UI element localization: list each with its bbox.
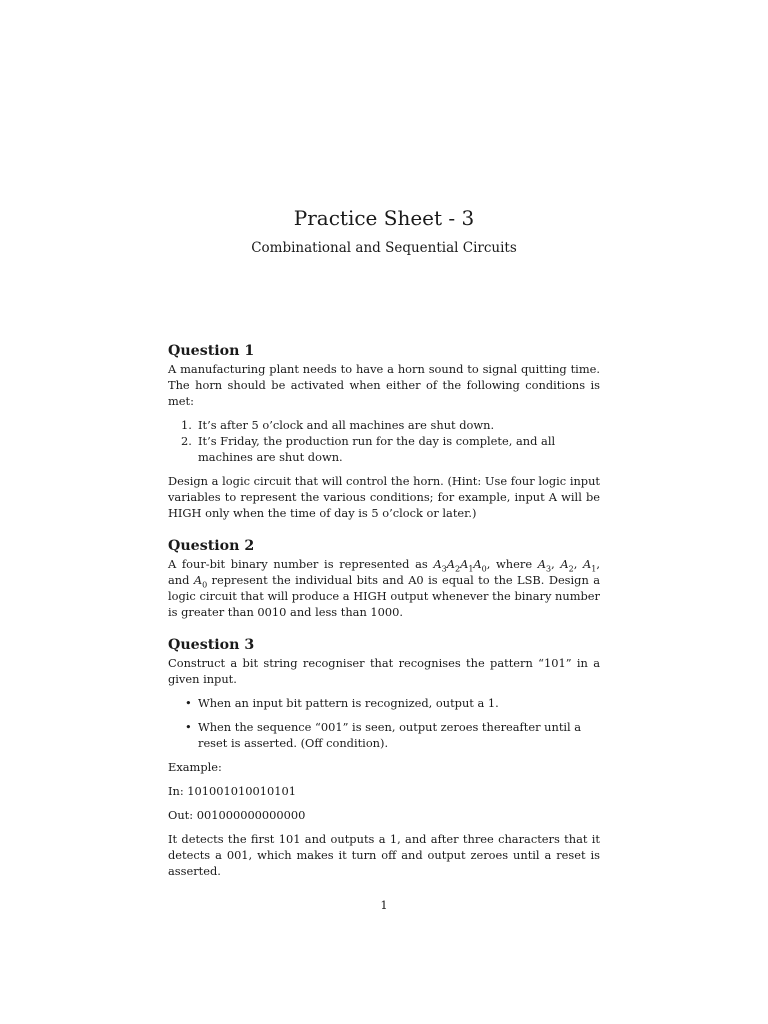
question-2-body: A four-bit binary number is represented as $A_3A_2A_1A_0$, where $A_3$, $A_2$, $A_1$, and $A_0$ represent the individual bits and A0 is equal to the LSB. Design a logic circuit that will produce a HIGH output whenever the binary number is greater than 0010 and less than 1000.: [168, 557, 600, 619]
question-3: [168, 635, 600, 879]
question-3-closing: It detects the first 101 and outputs a 1, and after three characters that it detects a 001, which makes it turn off and output zeroes until a reset is asserted.: [168, 832, 600, 878]
question-1: [168, 341, 600, 521]
question-2: [168, 536, 600, 620]
question-3-heading: Question 3: [168, 637, 255, 653]
list-item: [168, 433, 600, 465]
bullet-icon: •: [185, 696, 192, 710]
page-number: 1: [380, 898, 388, 912]
list-item-text: It’s Friday, the production run for the day is complete, and all machines are shut down.: [198, 434, 556, 464]
bullet-icon: •: [185, 720, 192, 734]
list-item-text: When the sequence “001” is seen, output zeroes thereafter until a reset is asserted. (Off condition).: [198, 720, 582, 750]
list-item-number: 1.: [181, 418, 192, 432]
document-body: [168, 341, 600, 894]
list-item: [168, 719, 600, 751]
list-item-number: 2.: [181, 434, 192, 448]
document-subtitle: Combinational and Sequential Circuits: [251, 240, 517, 256]
example-label: Example:: [168, 760, 222, 774]
list-item: [168, 695, 600, 711]
question-2-heading: Question 2: [168, 538, 255, 554]
list-item: [168, 417, 600, 433]
document-title: Practice Sheet - 3: [293, 206, 475, 230]
list-item-text: When an input bit pattern is recognized, output a 1.: [198, 696, 499, 710]
question-1-conditions-list: [168, 417, 600, 465]
example-output: Out: 001000000000000: [168, 808, 306, 822]
question-1-body: Design a logic circuit that will control the horn. (Hint: Use four logic input variables to represent the various conditions; for example, input A will be HIGH only when the time of day is 5 o’clock or later.): [168, 474, 600, 520]
question-3-bullet-list: [168, 695, 600, 751]
question-1-heading: Question 1: [168, 343, 255, 359]
list-item-text: It’s after 5 o’clock and all machines are shut down.: [198, 418, 495, 432]
question-1-intro: A manufacturing plant needs to have a horn sound to signal quitting time. The horn should be activated when either of the following conditions is met:: [168, 362, 600, 408]
question-3-intro: Construct a bit string recogniser that recognises the pattern “101” in a given input.: [168, 656, 600, 686]
example-input: In: 101001010010101: [168, 784, 297, 798]
